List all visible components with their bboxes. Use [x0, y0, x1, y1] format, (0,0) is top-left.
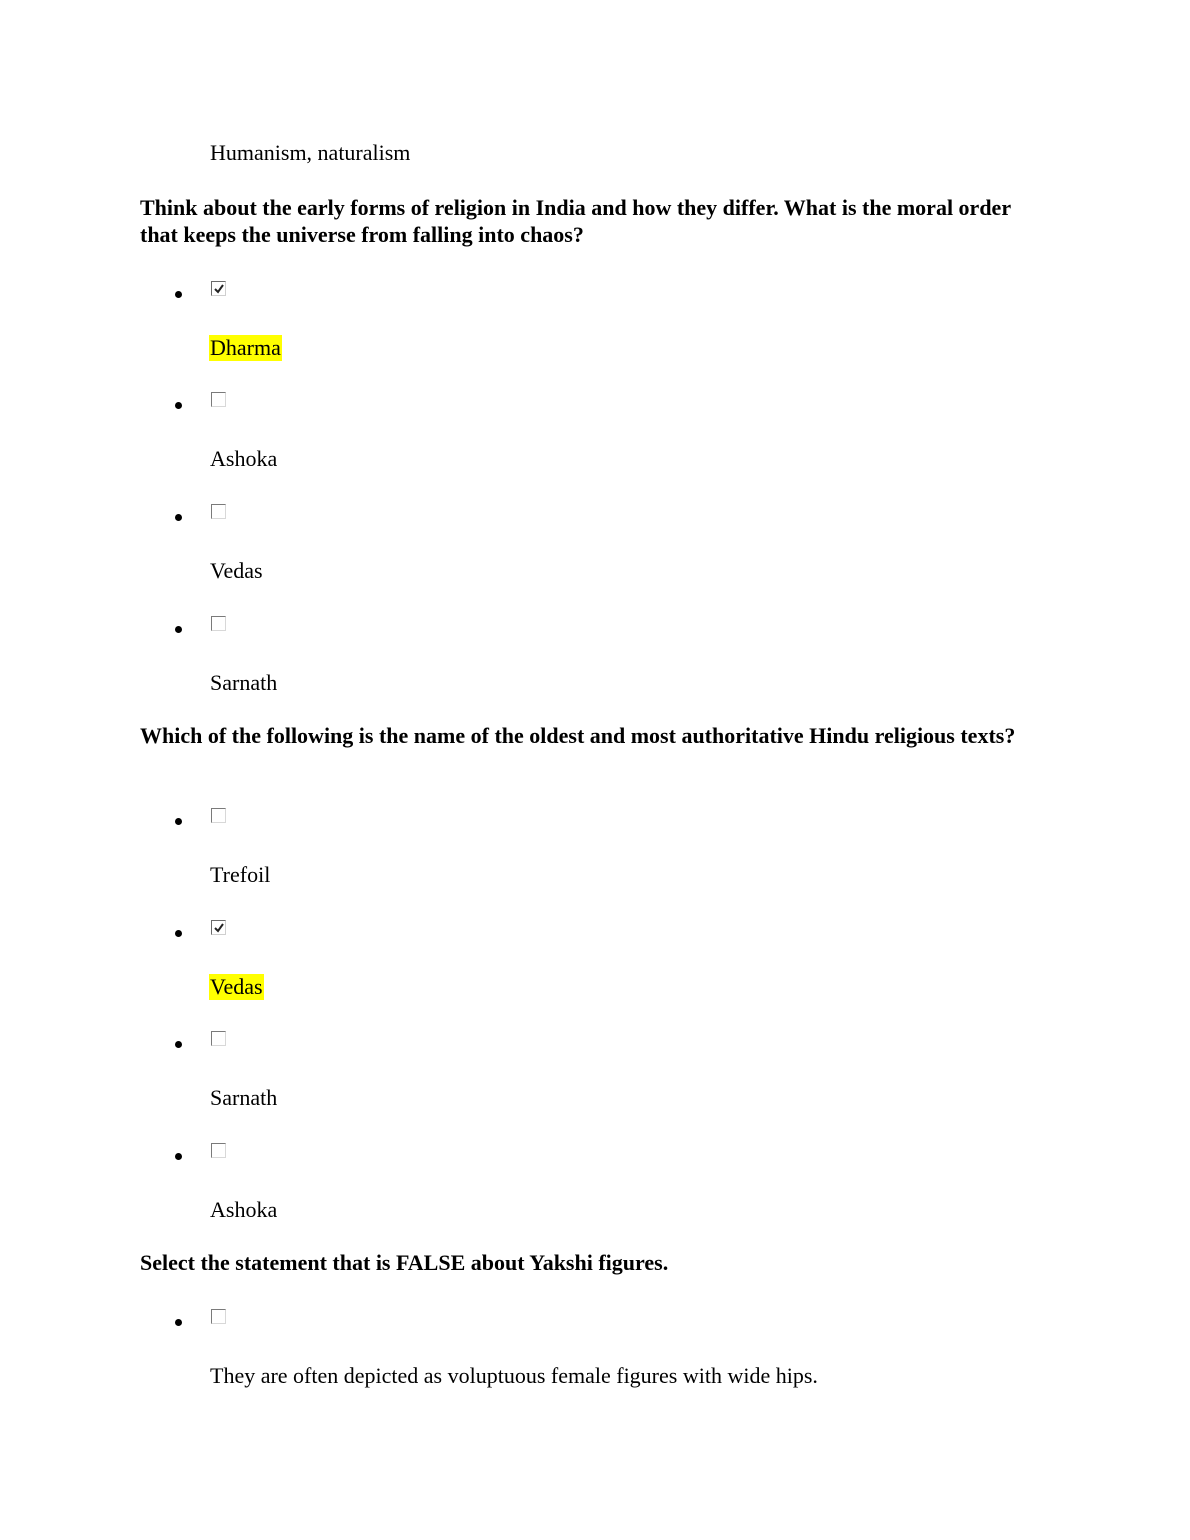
question-3-option-1[interactable]: [0, 1309, 1190, 1399]
checkbox-icon[interactable]: [211, 616, 226, 631]
question-2-option-3[interactable]: [0, 1031, 1190, 1121]
bullet-icon: [175, 291, 182, 298]
bullet-icon: [175, 818, 182, 825]
question-1-option-4[interactable]: [0, 616, 1190, 706]
bullet-icon: [175, 1153, 182, 1160]
checkbox-icon[interactable]: [211, 1031, 226, 1046]
option-label: Vedas: [210, 558, 263, 583]
checkbox-icon[interactable]: [211, 1309, 226, 1324]
bullet-icon: [175, 514, 182, 521]
previous-answer-text: Humanism, naturalism: [210, 140, 411, 165]
question-1-option-2[interactable]: [0, 392, 1190, 482]
question-2-option-2[interactable]: [0, 920, 1190, 1010]
bullet-icon: [175, 930, 182, 937]
question-3-text: Select the statement that is FALSE about Yakshi figures.: [140, 1250, 669, 1275]
bullet-icon: [175, 626, 182, 633]
checkmark-icon: [213, 922, 225, 934]
question-1-option-3[interactable]: [0, 504, 1190, 594]
question-2-text: Which of the following is the name of the oldest and most authoritative Hindu religious texts?: [140, 723, 1016, 748]
checkmark-icon: [213, 283, 225, 295]
option-label: Vedas: [210, 974, 263, 999]
option-label: Ashoka: [210, 446, 278, 471]
option-label: Trefoil: [210, 862, 271, 887]
checkbox-icon[interactable]: [211, 392, 226, 407]
bullet-icon: [175, 1319, 182, 1326]
bullet-icon: [175, 1041, 182, 1048]
checkbox-icon[interactable]: [211, 1143, 226, 1158]
option-label: They are often depicted as voluptuous female figures with wide hips.: [210, 1363, 818, 1388]
checkbox-checked-icon[interactable]: [211, 281, 226, 296]
option-label: Dharma: [210, 335, 281, 360]
checkbox-icon[interactable]: [211, 808, 226, 823]
checkbox-icon[interactable]: [211, 504, 226, 519]
checkbox-checked-icon[interactable]: [211, 920, 226, 935]
question-2-option-4[interactable]: [0, 1143, 1190, 1233]
question-1-text: Think about the early forms of religion in India and how they differ. What is the moral order that keeps the universe from falling into chaos?: [140, 195, 1011, 247]
question-2-option-1[interactable]: [0, 808, 1190, 898]
bullet-icon: [175, 402, 182, 409]
question-1-option-1[interactable]: [0, 281, 1190, 371]
option-label: Sarnath: [210, 1085, 278, 1110]
option-label: Ashoka: [210, 1197, 278, 1222]
option-label: Sarnath: [210, 670, 278, 695]
